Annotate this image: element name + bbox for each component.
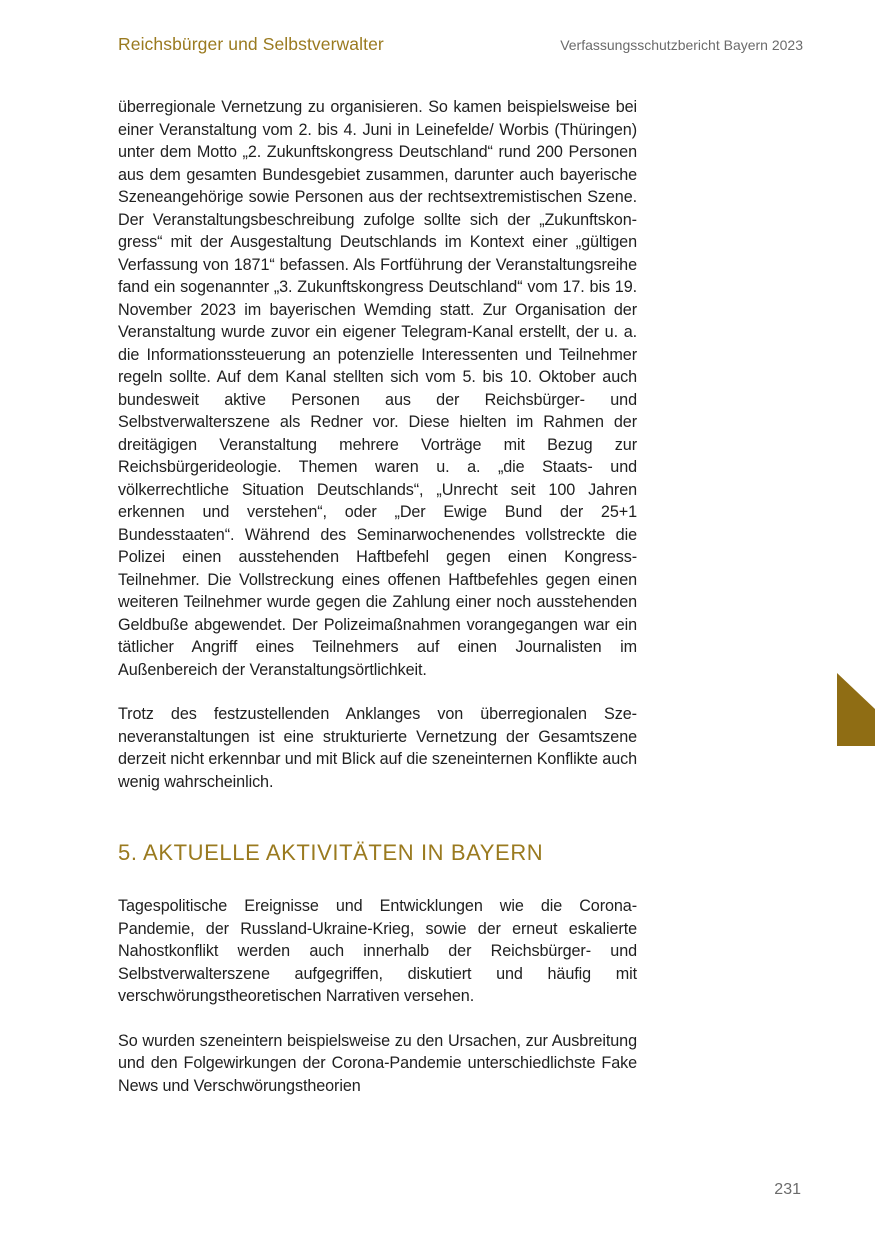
page-number: 231 <box>774 1181 801 1198</box>
body-paragraph-4: So wurden szeneintern beispielsweise zu den Ursachen, zur Ausbreitung und den Folgewirkungen der Corona-Pandemie unterschiedlichste Fake News und Verschwörungstheorien <box>118 1031 637 1095</box>
body-paragraph-1: überregionale Vernetzung zu organisieren. So kamen beispielsweise bei einer Veranstaltung vom 2. bis 4. Juni in Leinefelde/ Worbis (Thüringen) unter dem Motto „2. Zukunftskongress Deutschland“ rund 200 Personen aus dem gesamten Bundesgebiet zusammen, darunter auch bayerische Szeneangehörige sowie Personen aus der rechtsextremistischen Szene. Der Veranstaltungsbeschreibung zufolge sollte sich der „Zukunftskongress“ mit der Ausgestaltung Deutschlands im Kontext einer „gültigen Verfassung von 1871“ befassen. Als Fortführung der Veranstaltungsreihe fand ein sogenannter „3. Zukunftskongress Deutschland“ vom 17. bis 19. November 2023 im bayerischen Wemding statt. Zur Organisation der Veranstaltung wurde zuvor ein eigener Telegram-Kanal erstellt, der u. a. die Informationssteuerung an potenzielle Interessenten und Teilnehmer regeln sollte. Auf dem Kanal stellten sich vom 5. bis 10. Oktober auch bundesweit aktive Personen aus der Reichsbürger- und Selbstverwalterszene als Redner vor. Diese hielten im Rahmen der dreitägigen Veranstaltung mehrere Vorträge mit Bezug zur Reichsbürgerideologie. Themen waren u. a. „die Staats- und völkerrechtliche Situation Deutschlands“, „Unrecht seit 100 Jahren erkennen und verstehen“, oder „Der Ewige Bund der 25+1 Bundesstaaten“. Während des Seminarwochenendes vollstreckte die Polizei einen ausstehenden Haftbefehl gegen einen Kongress-Teilnehmer. Die Vollstreckung eines offenen Haftbefehles gegen einen weiteren Teilnehmer wurde gegen die Zahlung einer noch ausstehenden Geldbuße abgewendet. Der Polizeimaßnahmen vorangegangen war ein tätlicher Angriff eines Teilnehmers auf einen Journalisten im Außenbereich der Veranstaltungsörtlichkeit. <box>118 98 637 679</box>
chapter-tab-shape <box>837 673 875 746</box>
body-paragraph-3: Tagespolitische Ereignisse und Entwicklungen wie die Corona-Pandemie, der Russland-Ukraine-Krieg, sowie der erneut eskalierte Nahostkonflikt werden auch innerhalb der Reichsbürger- und Selbstverwalterszene aufgegriffen, diskutiert und häufig mit verschwörungstheoretischen Narrativen versehen. <box>118 897 637 1005</box>
chapter-tab-marker <box>837 673 875 746</box>
page-content <box>118 96 637 1097</box>
chapter-title: Reichsbürger und Selbstverwalter <box>118 34 384 54</box>
body-paragraph-2: Trotz des festzustellenden Anklanges von überregionalen Szeneveranstaltungen ist eine strukturierte Vernetzung der Gesamtszene derzeit nicht erkennbar und mit Blick auf die szeneinternen Konflikte auch wenig wahrscheinlich. <box>118 705 637 791</box>
section-heading: 5. AKTUELLE AKTIVITÄTEN IN BAYERN <box>118 840 544 865</box>
publication-title: Verfassungsschutzbericht Bayern 2023 <box>560 37 803 53</box>
